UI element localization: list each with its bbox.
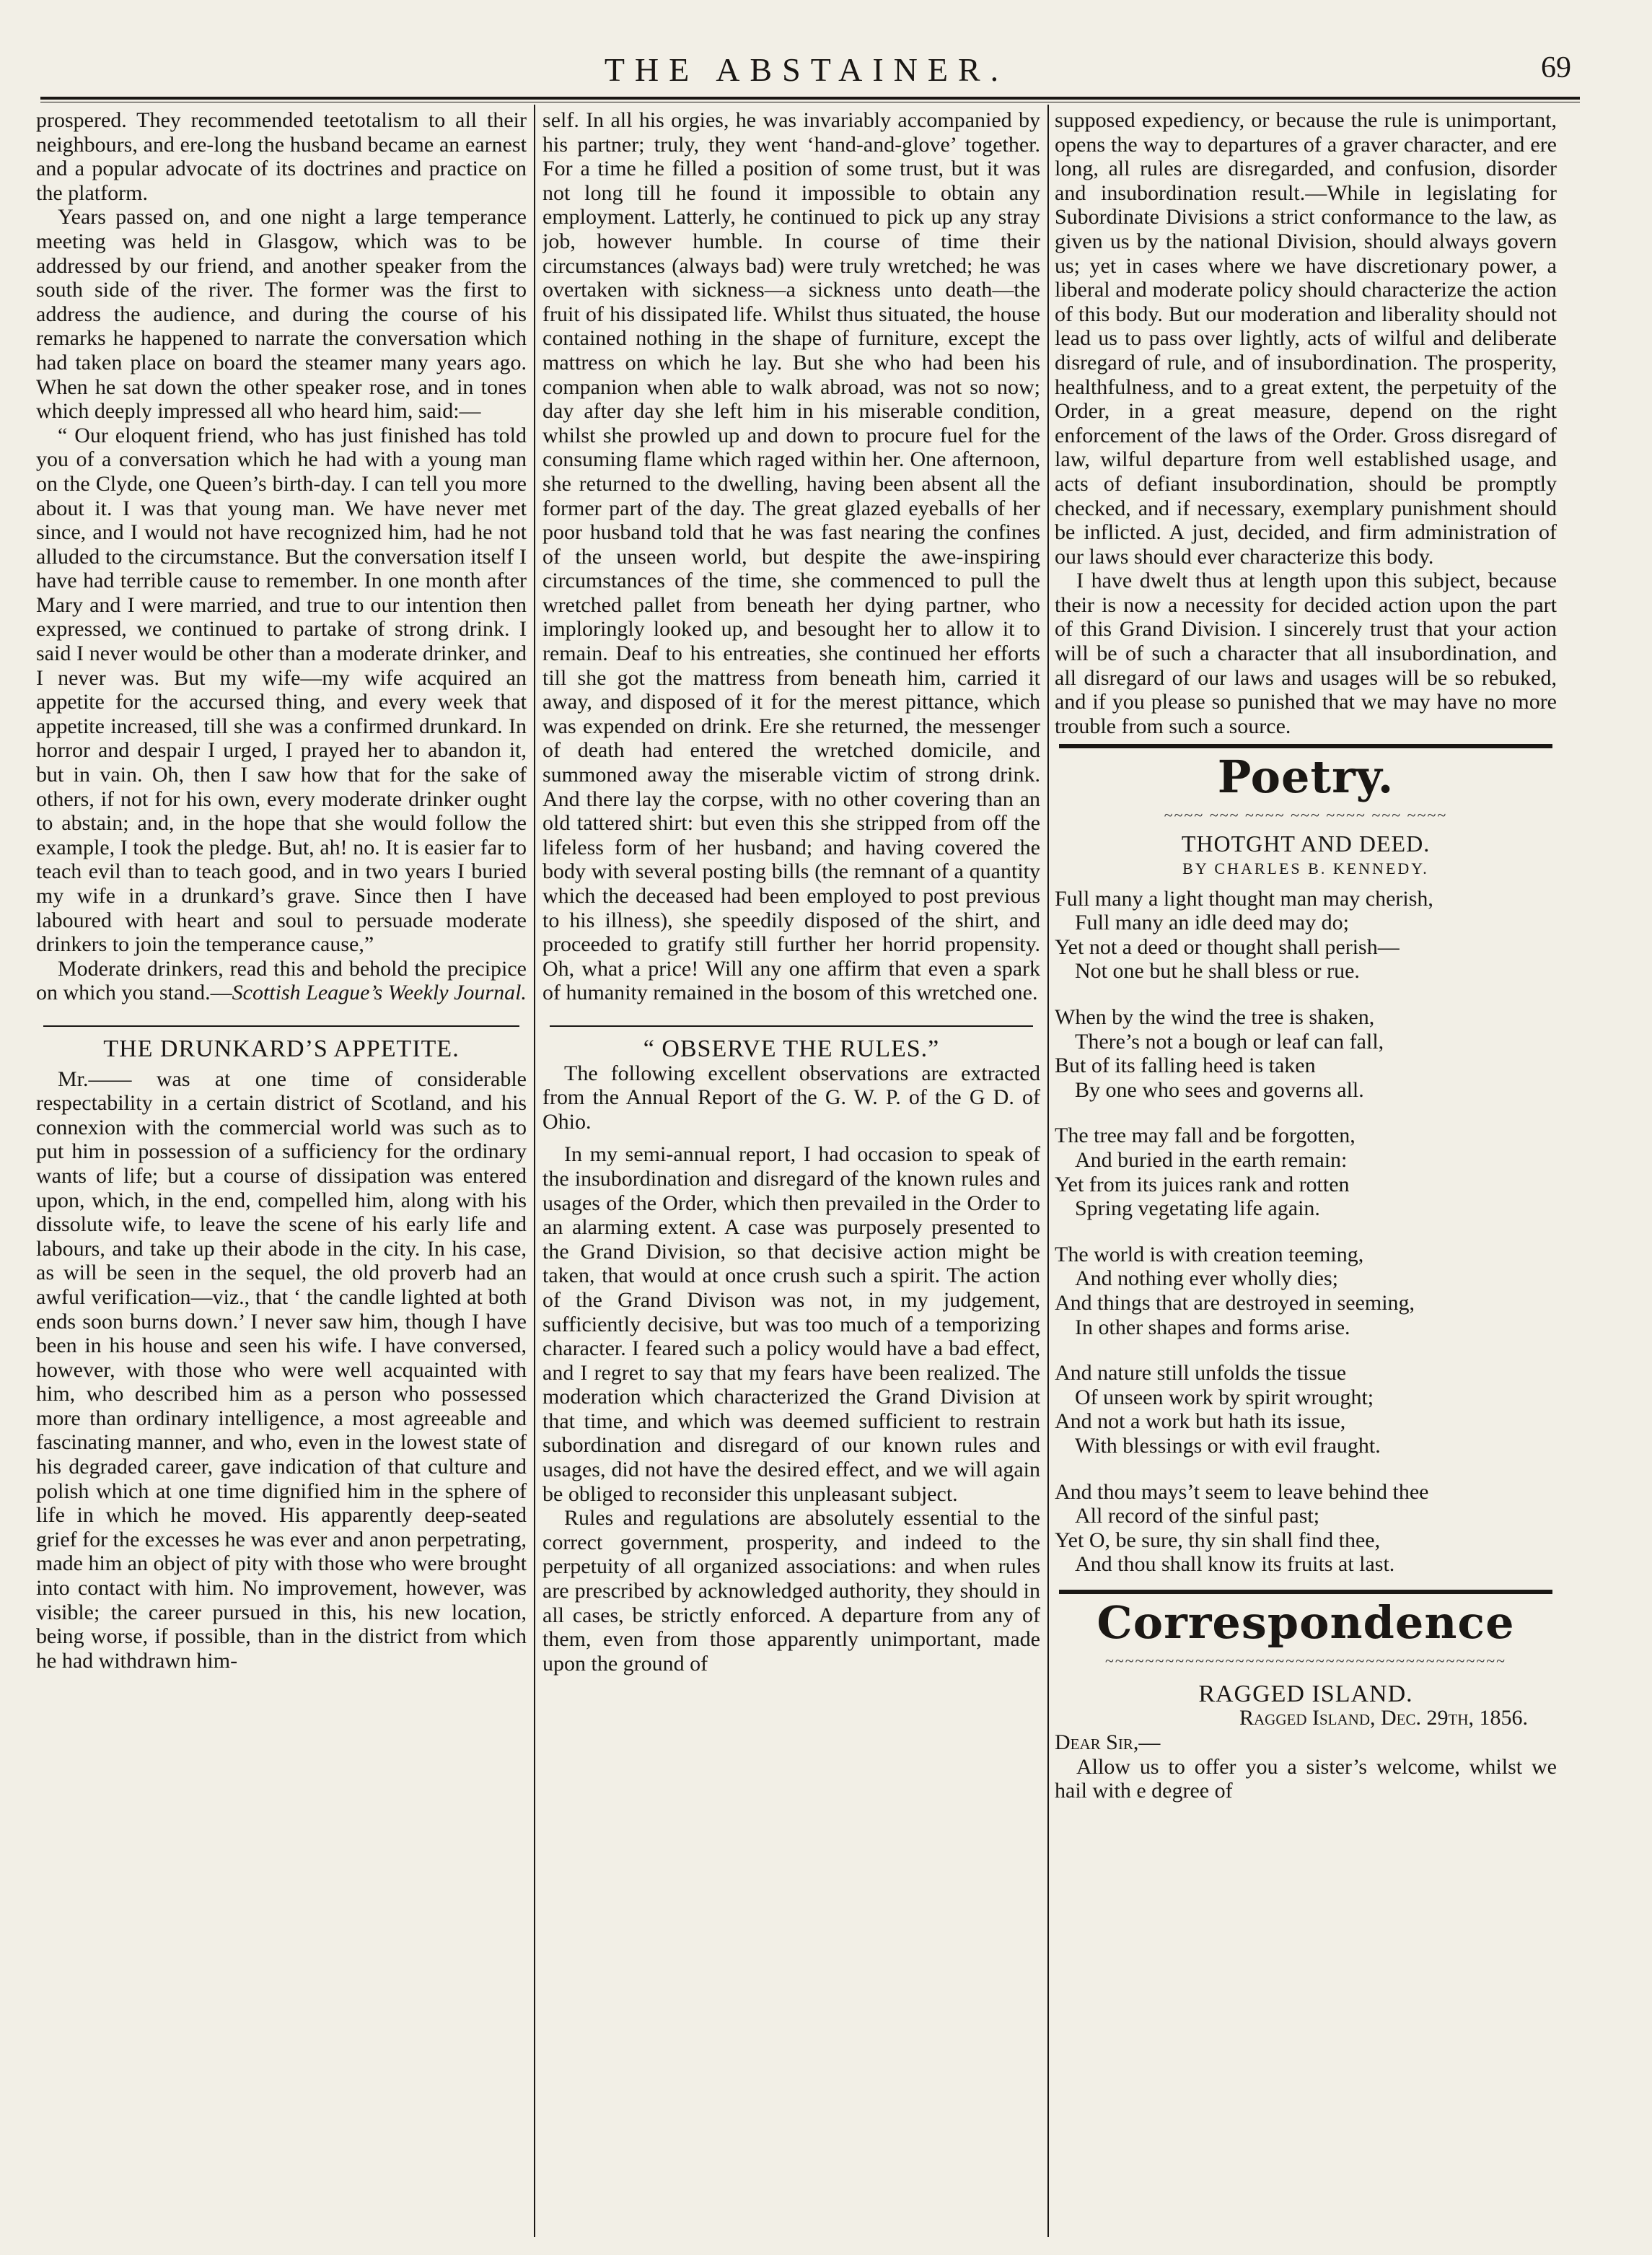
poem-stanza [1055, 1124, 1557, 1220]
letter-salutation: Dear Sir,— [1055, 1730, 1161, 1755]
poem-author: BY CHARLES B. KENNEDY. [1182, 859, 1429, 878]
poem-line: And buried in the earth remain: [1075, 1147, 1348, 1172]
poem-line: But of its falling heed is taken [1055, 1054, 1316, 1078]
article-paragraph: Mr.—— was at one time of considerable respectability in a certain district of Scotland, and his connexion with the commercial world was such as to put him in possession of a sufficiency for the ordinary wants of life; but a course of dissipation was entered upon, which, in the end, compelled him, along with his dissolute wife, to leave the scene of his early life and labours, and take up their abode in the city. In his case, as will be seen in the sequel, the old proverb had an awful verification—viz., that ‘ the candle lighted at both ends soon burns down.’ I never saw him, though I have been in his house and seen his wife. I have conversed, however, with those who were well acquainted with him, who described him as a person who possessed more than ordinary intelligence, a most agreeable and fascinating manner, and who, even in the lowest state of his degraded career, gave indication of that culture and polish which at one time dignified him in the sphere of life in which he moved. His apparently deep-seated grief for the excesses he was ever and anon perpetrating, made him an object of pity with those who were brought into contact with him. No improvement, however, was visible; the career pursued in this, his new location, being worse, if possible, than in the district from which he had withdrawn him- [36, 1067, 527, 1673]
article-paragraph: supposed expediency, or because the rule is unimportant, opens the way to departures of a graver character, and ere long, all rules are disregarded, and confusion, disorder and insubordination result.—While in legislating for Subordinate Divisions a strict conformance to the law, as given us by the national Division, should always govern us; yet in cases where we have discretionary power, a liberal and moderate policy should characterize the action of this body. But our moderation and liberality should not lead us to pass over lightly, acts of wilful and deliberate disregard of rule, and of insubordination. The prosperity, healthfulness, and to a great extent, the perpetuity of the Order, in a great measure, depend on the right enforcement of the laws of the Order. Gross disregard of law, wilful departure from well established usage, and acts of defiant insubordination, should be promptly checked, and if necessary, exemplary punishment should be inflicted. A just, decided, and firm administration of our laws should ever characterize this body. [1055, 108, 1557, 569]
poem-line: There’s not a bough or leaf can fall, [1075, 1029, 1384, 1054]
poem-line: Full many a light thought man may cherish, [1055, 886, 1433, 911]
poem-line: Full many an idle deed may do; [1075, 911, 1349, 935]
poem-line: The tree may fall and be forgotten, [1055, 1124, 1356, 1148]
poem-line: And thou mays’t seem to leave behind thee [1055, 1479, 1429, 1504]
poem-stanza [1055, 1005, 1557, 1102]
ornamental-rule: ~~~~~~~~~~~~~~~~~~~~~~~~~~~~~~~~~~~~~~~~ [1104, 1651, 1507, 1670]
column-divider [1047, 105, 1049, 2237]
header-rule [40, 97, 1580, 102]
poem-line: And not a work but hath its issue, [1055, 1409, 1346, 1434]
poem-line: And nature still unfolds the tissue [1055, 1361, 1347, 1385]
article-paragraph: In my semi-annual report, I had occasion to speak of the insubordination and disregard of the known rules and usages of the Order, which then prevailed in the Order to an alarming extent. A case was purposely presented to the Grand Division, so that decisive action might be taken, that would at once crush such a spirit. The action of the Grand Divison was not, in my judgement, sufficiently decisive, but was too much of a temporizing character. I feared such a policy would have a bad effect, and I regret to say that my fears have been realized. The moderation which characterized the Grand Division at that time, and which was deemed sufficient to restrain subordination and disregard of our known rules and usages, did not have the desired effect, and we will again be obliged to reconsider this unpleasant subject. [542, 1142, 1040, 1506]
column-divider [534, 105, 535, 2237]
page-number: 69 [1541, 51, 1571, 84]
poem-line: Yet from its juices rank and rotten [1055, 1172, 1350, 1196]
page-header [35, 51, 1578, 94]
poem-title: THOTGHT AND DEED. [1181, 831, 1431, 857]
column-1 [36, 108, 527, 2237]
poem-line: Not one but he shall bless or rue. [1075, 959, 1360, 984]
article-paragraph: The following excellent observations are extracted from the Annual Report of the G. W. P. of the G D. of Ohio. [542, 1061, 1040, 1134]
article-paragraph: Allow us to offer you a sister’s welcome, whilst we hail with e degree of [1055, 1754, 1557, 1803]
ornamental-rule: ~~~~ ~~~ ~~~~ ~~~ ~~~~ ~~~ ~~~~ [1164, 806, 1448, 825]
letter-dateline: Ragged Island, Dec. 29th, 1856. [1239, 1706, 1528, 1730]
column-2 [542, 108, 1040, 2237]
article-paragraph: I have dwelt thus at length upon this subject, because their is now a necessity for decided action upon the part of this Grand Division. I sincerely trust that your action will be of such a character that all insubordination, and all disregard of our laws and usages will be so rebuked, and if you please so punished that we may have no more trouble from such a source. [1055, 569, 1557, 738]
letter-place: RAGGED ISLAND. [1198, 1680, 1413, 1707]
article-heading: THE DRUNKARD’S APPETITE. [103, 1035, 460, 1062]
poem-line: The world is with creation teeming, [1055, 1242, 1364, 1266]
article-paragraph: prospered. They recommended teetotalism to all their neighbours, and ere-long the husband became an earnest and a popular advocate of its doctrines and practice on the platform. [36, 108, 527, 205]
poem-line: Yet not a deed or thought shall perish— [1055, 934, 1400, 959]
poem-line: And things that are destroyed in seeming, [1055, 1290, 1415, 1315]
poem-line: All record of the sinful past; [1075, 1504, 1320, 1528]
column-3 [1055, 108, 1557, 2237]
article-source: Scottish League’s Weekly Journal. [232, 981, 527, 1005]
poem-line: By one who sees and governs all. [1075, 1077, 1364, 1102]
poem-line: And thou shall know its fruits at last. [1075, 1552, 1395, 1577]
poem [1055, 887, 1557, 1577]
article-paragraph: “ Our eloquent friend, who has just finished has told you of a conversation which he had with a young man on the Clyde, one Queen’s birth-day. I can tell you more about it. I was that young man. We have never met since, and I would not have recognized him, had he not alluded to the circumstance. But the conversation itself I have had terrible cause to remember. In one month after Mary and I were married, and true to our intention then expressed, we continued to partake of strong drink. I said I never would be other than a moderate drinker, and I never was. But my wife—my wife acquired an appetite for the accursed thing, and every week that appetite increased, till she was a confirmed drunkard. In horror and despair I urged, I prayed her to abandon it, but in vain. Oh, then I saw how that for the sake of others, if not for his own, every moderate drinker ought to abstain; and, in the hope that she would follow the example, I took the pledge. But, ah! no. It is easier far to teach evil than to teach good, and in two years I buried my wife in a drunkard’s grave. Since then I have laboured with heart and soul to persuade moderate drinkers to join the temperance cause,” [36, 423, 527, 957]
poem-stanza [1055, 1480, 1557, 1577]
poem-stanza [1055, 1361, 1557, 1458]
correspondence-heading: Correspondence [1097, 1595, 1515, 1649]
article-paragraph: Years passed on, and one night a large temperance meeting was held in Glasgow, which was to be addressed by our friend, and another speaker from the south side of the river. The former was the first to address the audience, and during the course of his remarks he happened to narrate the conversation which had taken place on board the steamer many years ago. When he sat down the other speaker rose, and in tones which deeply impressed all who heard him, said:— [36, 205, 527, 424]
article-heading: “ OBSERVE THE RULES.” [643, 1035, 940, 1062]
poem-line: And nothing ever wholly dies; [1075, 1266, 1338, 1291]
poem-stanza [1055, 1243, 1557, 1339]
poem-stanza [1055, 887, 1557, 984]
poem-line: With blessings or with evil fraught. [1075, 1433, 1381, 1458]
paragraph-text: Moderate drinkers, read this and behold the precipice on which you stand.— [36, 956, 527, 1005]
poem-line: In other shapes and forms arise. [1075, 1315, 1350, 1339]
masthead-title: THE ABSTAINER. [604, 51, 1009, 88]
article-paragraph [36, 957, 527, 1005]
article-paragraph: self. In all his orgies, he was invariably accompanied by his partner; truly, they went ‘hand-and-glove’ together. For a time he filled a position of some trust, but it was not long till he found it impossible to obtain any employment. Latterly, he continued to pick up any stray job, however humble. In course of time their circumstances (always bad) were truly wretched; he was overtaken with sickness—a sickness unto death—the fruit of his dissipated life. Whilst thus situated, the house contained nothing in the shape of furniture, except the mattress on which he lay. But she who had been his companion when able to walk abroad, was not so now; day after day she left him in his miserable condition, whilst she prowled up and down to procure fuel for the consuming flame which raged within her. One afternoon, she returned to the dwelling, having been absent all the former part of the day. The great glazed eyeballs of her poor husband told that he was fast nearing the confines of the unseen world, but despite the awe-inspiring circumstances of the time, she commenced to pull the wretched pallet from beneath her dying partner, who imploringly looked up, and besought her to allow it to remain. Deaf to his entreaties, she continued her efforts till she got the mattress from beneath him, carried it away, and disposed of it for the merest pittance, which was expended on drink. Ere she returned, the messenger of death had entered the wretched domicile, and summoned away the miserable victim of strong drink. And there lay the corpse, with no other covering than an old tattered shirt: but even this she stripped from off the lifeless form of her husband; and having covered the body with several posting bills (the remnant of a quantity which the deceased had been employed to post previous to his illness), she speedily disposed of the shirt, and proceeded to gratify still further her horrid propensity. Oh, what a price! Will any one affirm that even a spark of humanity remained in the bosom of this wretched one. [542, 108, 1040, 1005]
poem-line: When by the wind the tree is shaken, [1055, 1005, 1375, 1029]
poem-line: Of unseen work by spirit wrought; [1075, 1385, 1374, 1409]
poetry-heading: Poetry. [1217, 750, 1394, 804]
poem-line: Yet O, be sure, thy sin shall find thee, [1055, 1528, 1381, 1552]
article-paragraph: Rules and regulations are absolutely essential to the correct government, prosperity, and indeed to the perpetuity of all organized associations: and when rules are prescribed by acknowledged authority, they should in all cases, be strictly enforced. A departure from any of them, even from those apparently unimportant, made upon the ground of [542, 1506, 1040, 1676]
poem-line: Spring vegetating life again. [1075, 1196, 1320, 1221]
